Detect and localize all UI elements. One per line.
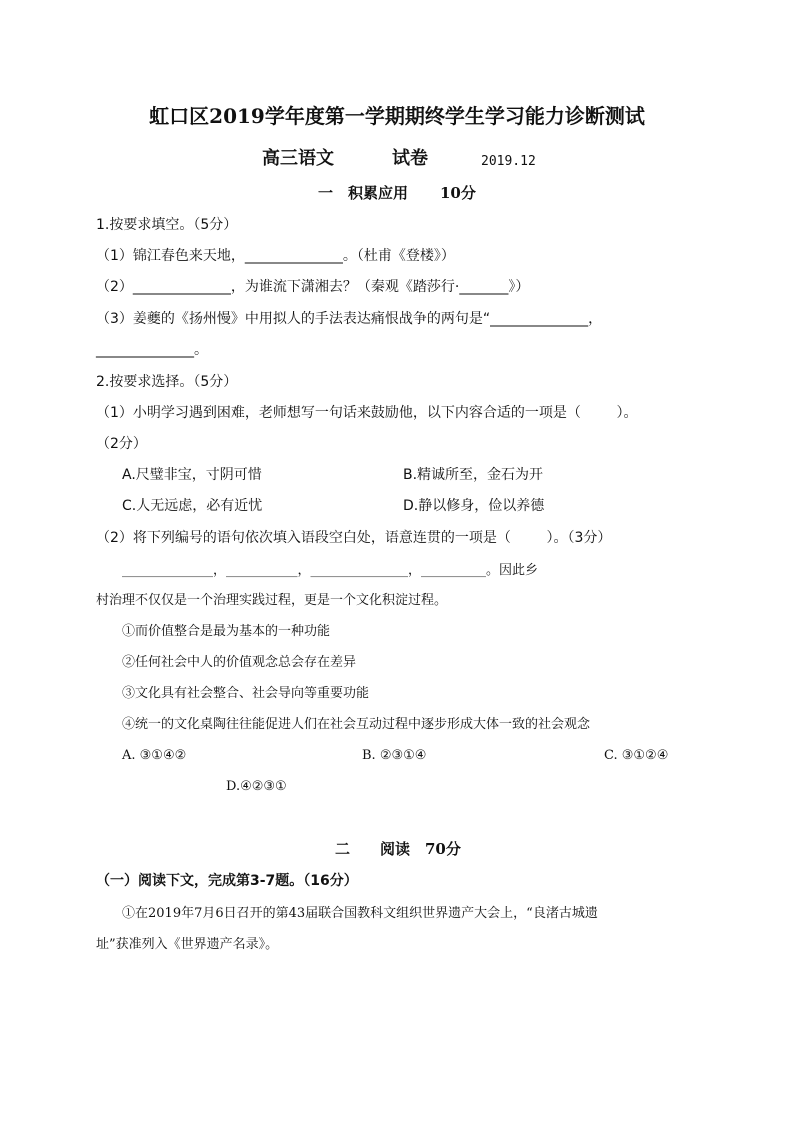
section2-score: 70分 [425,840,461,858]
q1-stem: 1.按要求填空。（5分） [96,217,238,233]
q2-part1-line2: （2分） [96,436,147,452]
exam-title: 虹口区2019学年度第一学期期终学生学习能力诊断测试 [149,104,645,128]
section2-name: 阅读 [380,840,411,858]
q2-stem: 2.按要求选择。（5分） [96,374,238,390]
q2-part2-line1: （2）将下列编号的语句依次填入语段空白处，语意连贯的一项是（ ）。（3分） [96,530,612,546]
part1-heading: （一）阅读下文，完成第3-7题。（16分） [96,873,358,889]
q1-item-3: （3）姜夔的《扬州慢》中用拟人的手法表达痛恨战争的两句是“______________， [96,311,603,327]
q2-sentence-1: ①而价值整合是最为基本的一种功能 [122,624,331,639]
section1-number: 一 [318,184,334,202]
section2-number: 二 [335,840,351,858]
para1-line1: ①在2019年7月6日召开的第43届联合国教科文组织世界遗产大会上，“良渚古城遗 [122,906,598,921]
q2-sentence-4: ④统一的文化桌陶往往能促进人们在社会互动过程中逐步形成大体一致的社会观念 [122,717,591,732]
subject-label: 高三语文 [262,148,334,169]
q2-choice-d: D.④②③① [226,779,287,794]
q2-option-d: D.静以修身，俭以养德 [403,498,545,514]
section1-score: 10分 [440,184,476,202]
q2-choice-c: C. ③①②④ [604,748,669,763]
exam-date: 2019.12 [481,154,536,169]
q2-option-b: B.精诚所至，金石为开 [403,467,544,483]
q2-option-a: A.尺璧非宝，寸阴可惜 [122,467,262,483]
q2-part2-line3: 村治理不仅仅是一个治理实践过程，更是一个文化积淀过程。 [96,593,448,608]
para1-line2: 址”获准列入《世界遗产名录》。 [96,937,279,952]
q2-choice-b: B. ②③①④ [362,748,427,763]
q1-item-1: （1）锦江春色来天地，______________。（杜甫《登楼》） [96,248,455,264]
section1-name: 积累应用 [348,184,409,202]
q1-item-2: （2）______________，为谁流下潇湘去？（秦观《踏莎行·_______》） [96,279,530,295]
q2-choice-a: A. ③①④② [122,748,187,763]
q2-part1-line1: （1）小明学习遇到困难，老师想写一句话来鼓励他，以下内容合适的一项是（ ）。 [96,405,638,421]
q2-sentence-3: ③文化具有社会整合、社会导向等重要功能 [122,686,370,701]
q2-option-c: C.人无远虑，必有近忧 [122,498,263,514]
q1-item-3-cont: ______________。 [96,342,208,358]
paper-label: 试卷 [392,148,428,169]
q2-part2-line2: ______________，___________，_______________，__________。因此乡 [122,563,539,578]
q2-sentence-2: ②任何社会中人的价值观念总会存在差异 [122,655,357,670]
